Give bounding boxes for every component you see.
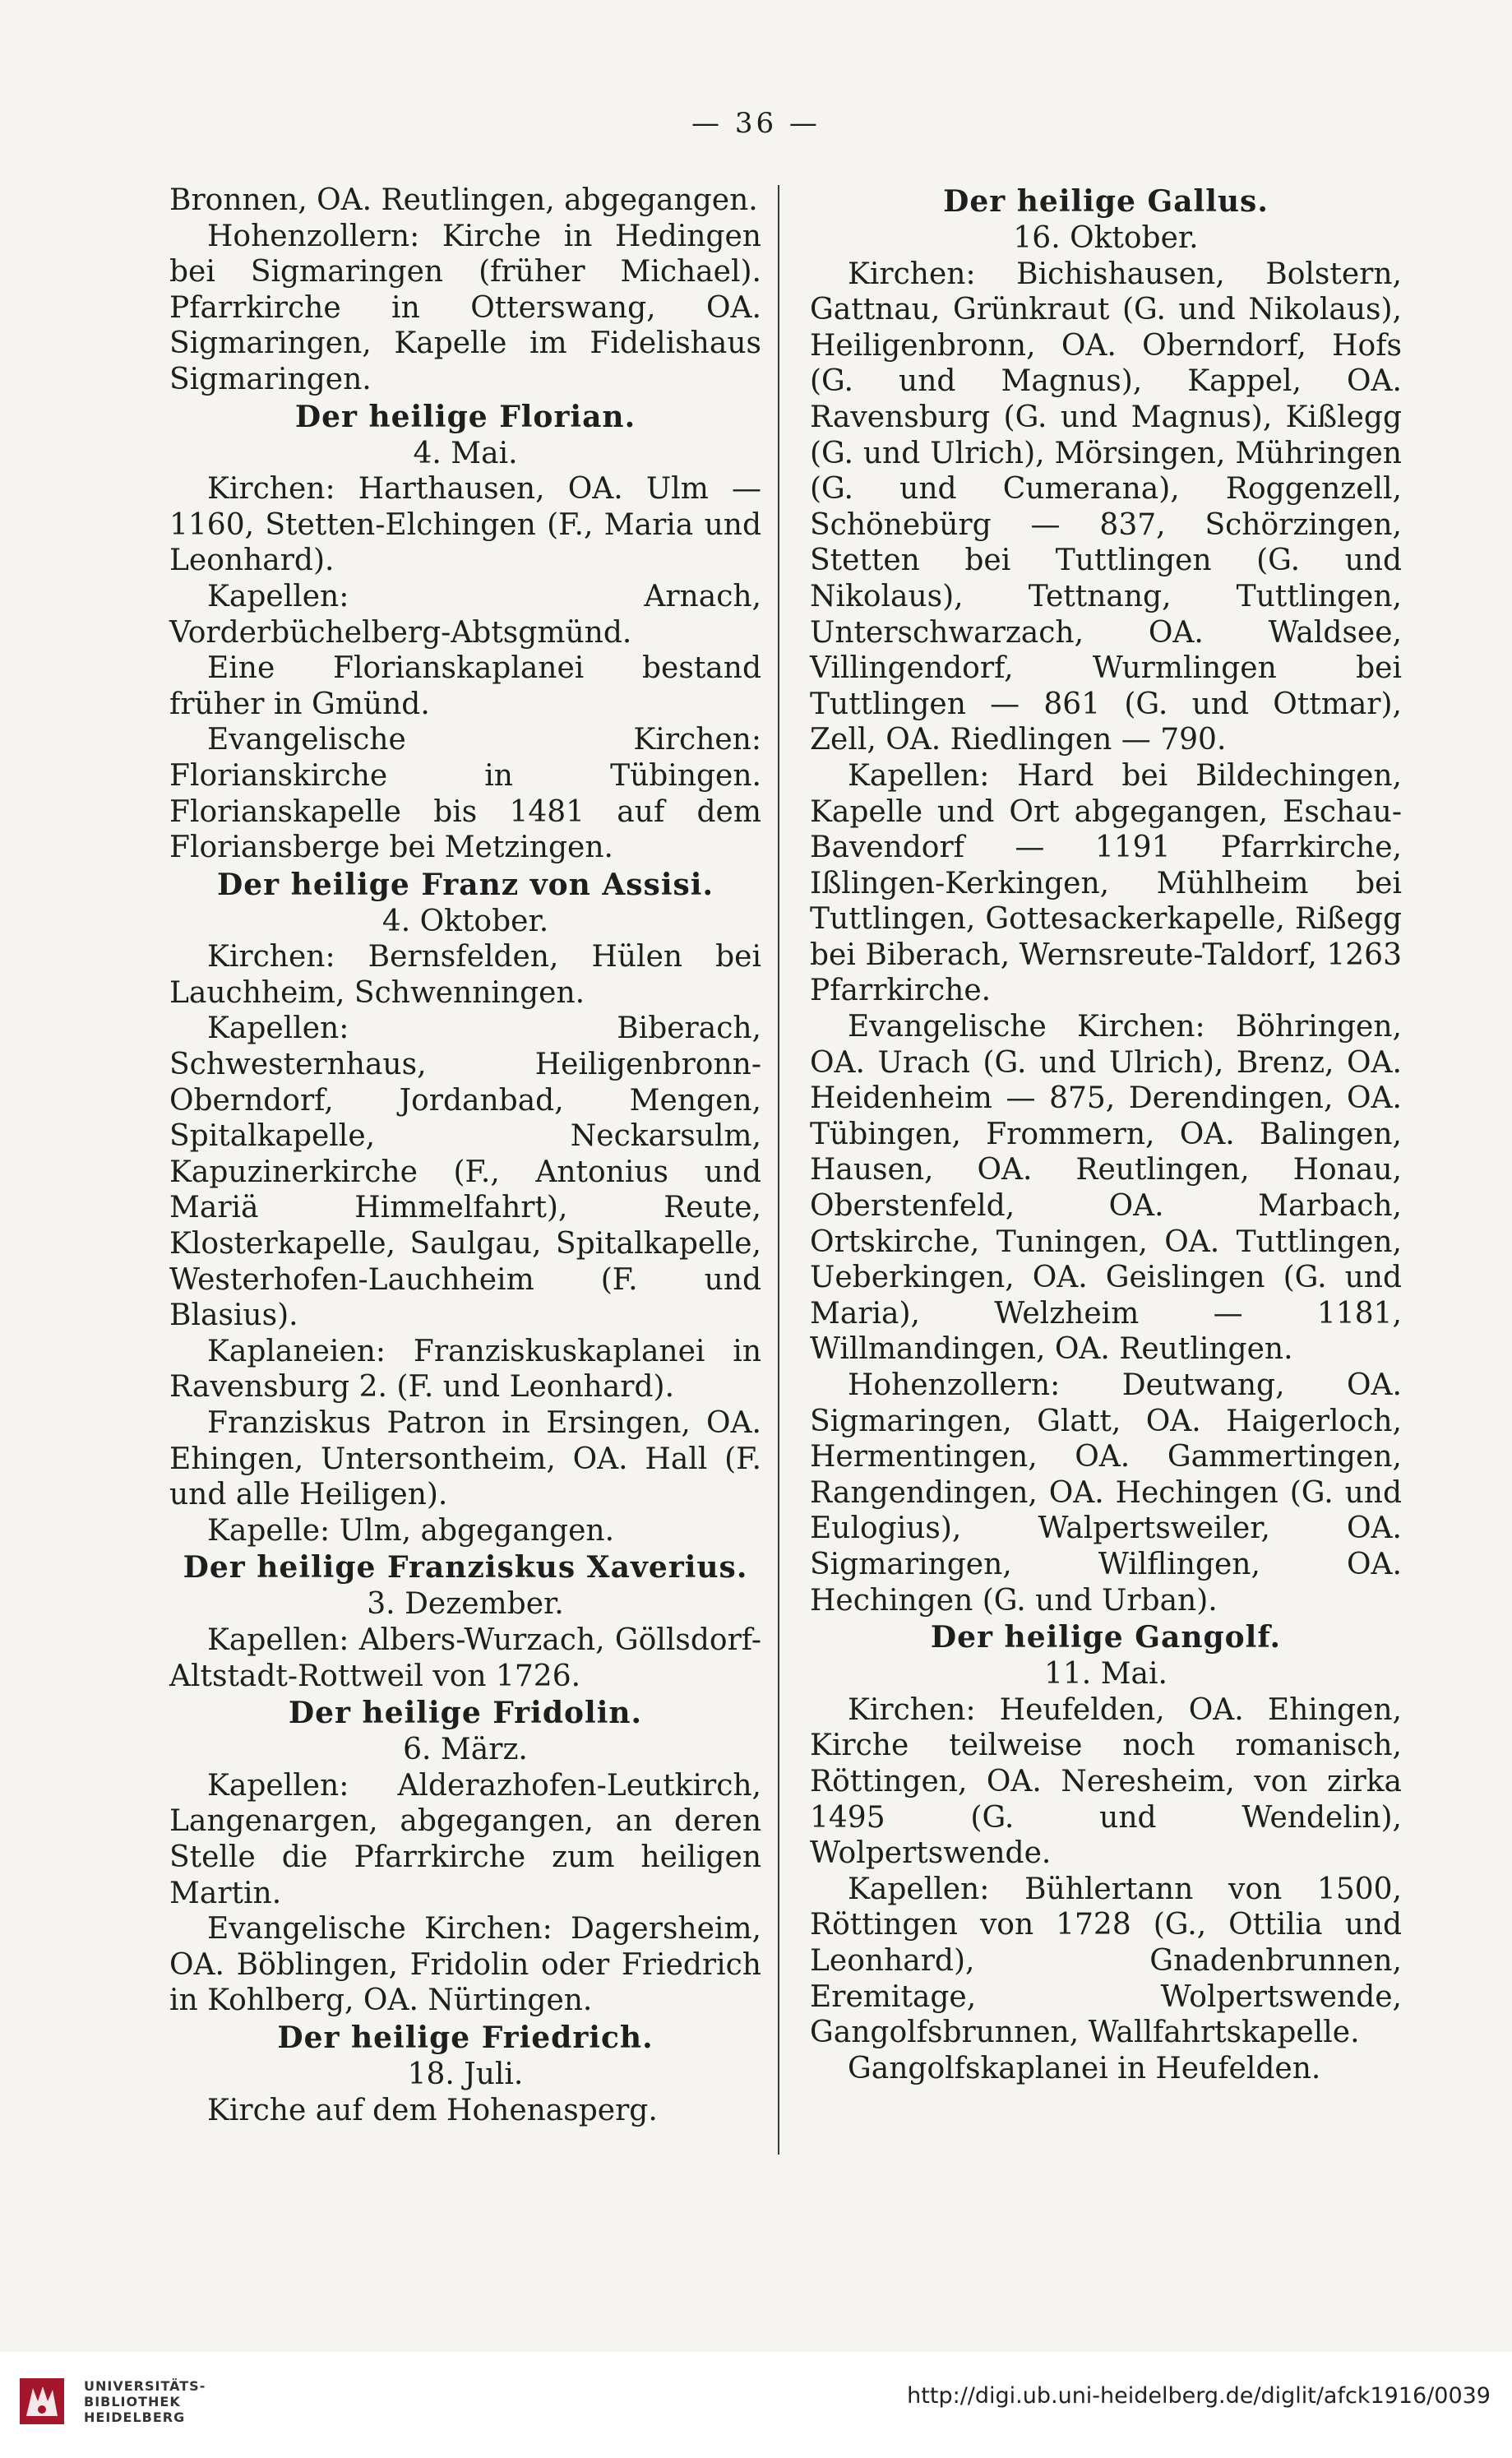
paragraph: Kirchen: Harthausen, OA. Ulm — 1160, Stetten-Elchingen (F., Maria und Leonhard). xyxy=(169,472,761,578)
source-url-link[interactable]: http://digi.ub.uni-heidelberg.de/diglit/afck1916/0039 xyxy=(907,2383,1491,2409)
paragraph: Franziskus Patron in Ersingen, OA. Ehingen, Untersontheim, OA. Hall (F. und alle Heiligen). xyxy=(169,1406,761,1512)
section-heading: Der heilige Florian. xyxy=(294,399,636,434)
paragraph: Evangelische Kirchen: Dagersheim, OA. Böblingen, Fridolin oder Friedrich in Kohlberg, OA. Nürtingen. xyxy=(169,1912,761,2018)
section-heading: Der heilige Gallus. xyxy=(943,184,1269,219)
paragraph: Bronnen, OA. Reutlingen, abgegangen. xyxy=(169,183,758,217)
paragraph: Gangolfskaplanei in Heufelden. xyxy=(848,2051,1321,2085)
left-column xyxy=(169,183,761,2128)
feast-date: 6. März. xyxy=(403,1733,528,1767)
university-logo-text xyxy=(84,2378,206,2425)
feast-date: 4. Mai. xyxy=(413,436,518,470)
feast-date: 4. Oktober. xyxy=(381,904,549,938)
paragraph: Kapellen: Alderazhofen-Leutkirch, Langenargen, abgegangen, an deren Stelle die Pfarrkirche zum heiligen Martin. xyxy=(169,1768,761,1910)
column-divider xyxy=(778,185,779,2155)
paragraph: Kirchen: Bichishausen, Bolstern, Gattnau, Grünkraut (G. und Nikolaus), Heiligenbronn, OA. Oberndorf, Hofs (G. und Magnus), Kappel, OA. Ravensburg (G. und Magnus), Kißlegg (G. und Ulrich), Mörsingen, Mühringen (G. und Cumerana), Roggenzell, Schönebürg — 837, Schörzingen, Stetten bei Tuttlingen (G. und Nikolaus), Tettnang, Tuttlingen, Unterschwarzach, OA. Waldsee, Villingendorf, Wurmlingen bei Tuttlingen — 861 (G. und Ottmar), Zell, OA. Riedlingen — 790. xyxy=(810,257,1402,757)
paragraph: Kirchen: Bernsfelden, Hülen bei Lauchheim, Schwenningen. xyxy=(169,940,761,1010)
paragraph: Kapelle: Ulm, abgegangen. xyxy=(207,1513,615,1548)
footer-bar xyxy=(0,2352,1512,2458)
paragraph: Kapellen: Biberach, Schwesternhaus, Heiligenbronn-Oberndorf, Jordanbad, Mengen, Spitalkapelle, Neckarsulm, Kapuzinerkirche (F., Antonius und Mariä Himmelfahrt), Reute, Klosterkapelle, Saulgau, Spitalkapelle, Westerhofen-Lauchheim (F. und Blasius). xyxy=(169,1011,761,1333)
page-number: — 36 — xyxy=(691,107,821,140)
right-column xyxy=(810,183,1402,2086)
section-heading: Der heilige Franz von Assisi. xyxy=(217,867,714,902)
feast-date: 16. Oktober. xyxy=(1013,221,1199,255)
logo-line: BIBLIOTHEK xyxy=(84,2394,181,2409)
feast-date: 11. Mai. xyxy=(1044,1657,1168,1692)
paragraph: Evangelische Kirchen: Florianskirche in Tübingen. Florianskapelle bis 1481 auf dem Floriansberge bei Metzingen. xyxy=(169,723,761,865)
paragraph: Hohenzollern: Kirche in Hedingen bei Sigmaringen (früher Michael). Pfarrkirche in Otterswang, OA. Sigmaringen, Kapelle im Fidelishaus Sigmaringen. xyxy=(169,219,761,396)
paragraph: Hohenzollern: Deutwang, OA. Sigmaringen, Glatt, OA. Haigerloch, Hermentingen, OA. Gammertingen, Rangendingen, OA. Hechingen (G. und Eulogius), Walpertsweiler, OA. Sigmaringen, Wilflingen, OA. Hechingen (G. und Urban). xyxy=(810,1368,1402,1618)
section-heading: Der heilige Friedrich. xyxy=(277,2020,654,2055)
paragraph: Kaplaneien: Franziskuskaplanei in Ravensburg 2. (F. und Leonhard). xyxy=(169,1334,761,1405)
feast-date: 18. Juli. xyxy=(407,2057,524,2091)
university-logo-icon xyxy=(18,2377,66,2426)
paragraph: Kapellen: Albers-Wurzach, Göllsdorf-Altstadt-Rottweil von 1726. xyxy=(169,1622,761,1693)
paragraph: Kapellen: Hard bei Bildechingen, Kapelle und Ort abgegangen, Eschau-Bavendorf — 1191 Pfarrkirche, Ißlingen-Kerkingen, Mühlheim bei Tuttlingen, Gottesackerkapelle, Rißegg bei Biberach, Wernsreute-Taldorf, 1263 Pfarrkirche. xyxy=(810,758,1402,1008)
section-heading: Der heilige Franziskus Xaverius. xyxy=(183,1550,748,1585)
paragraph: Kapellen: Arnach, Vorderbüchelberg-Abtsgmünd. xyxy=(169,579,761,650)
paragraph: Kirche auf dem Hohenasperg. xyxy=(207,2093,658,2127)
logo-line: HEIDELBERG xyxy=(84,2409,186,2425)
paragraph: Kapellen: Bühlertann von 1500, Röttingen von 1728 (G., Ottilia und Leonhard), Gnadenbrunnen, Eremitage, Wolpertswende, Gangolfsbrunnen, Wallfahrtskapelle. xyxy=(810,1872,1402,2050)
section-heading: Der heilige Fridolin. xyxy=(288,1696,643,1731)
feast-date: 3. Dezember. xyxy=(367,1587,564,1622)
logo-line: UNIVERSITÄTS- xyxy=(84,2378,206,2394)
paragraph: Evangelische Kirchen: Böhringen, OA. Urach (G. und Ulrich), Brenz, OA. Heidenheim — 875, Derendingen, OA. Tübingen, Frommern, OA. Balingen, Hausen, OA. Reutlingen, Honau, Oberstenfeld, OA. Marbach, Ortskirche, Tuningen, OA. Tuttlingen, Ueberkingen, OA. Geislingen (G. und Maria), Welzheim — 1181, Willmandingen, OA. Reutlingen. xyxy=(810,1010,1402,1367)
section-heading: Der heilige Gangolf. xyxy=(930,1620,1282,1655)
paragraph: Kirchen: Heufelden, OA. Ehingen, Kirche teilweise noch romanisch, Röttingen, OA. Neresheim, von zirka 1495 (G. und Wendelin), Wolpertswende. xyxy=(810,1692,1402,1871)
paragraph: Eine Florianskaplanei bestand früher in Gmünd. xyxy=(169,651,761,721)
